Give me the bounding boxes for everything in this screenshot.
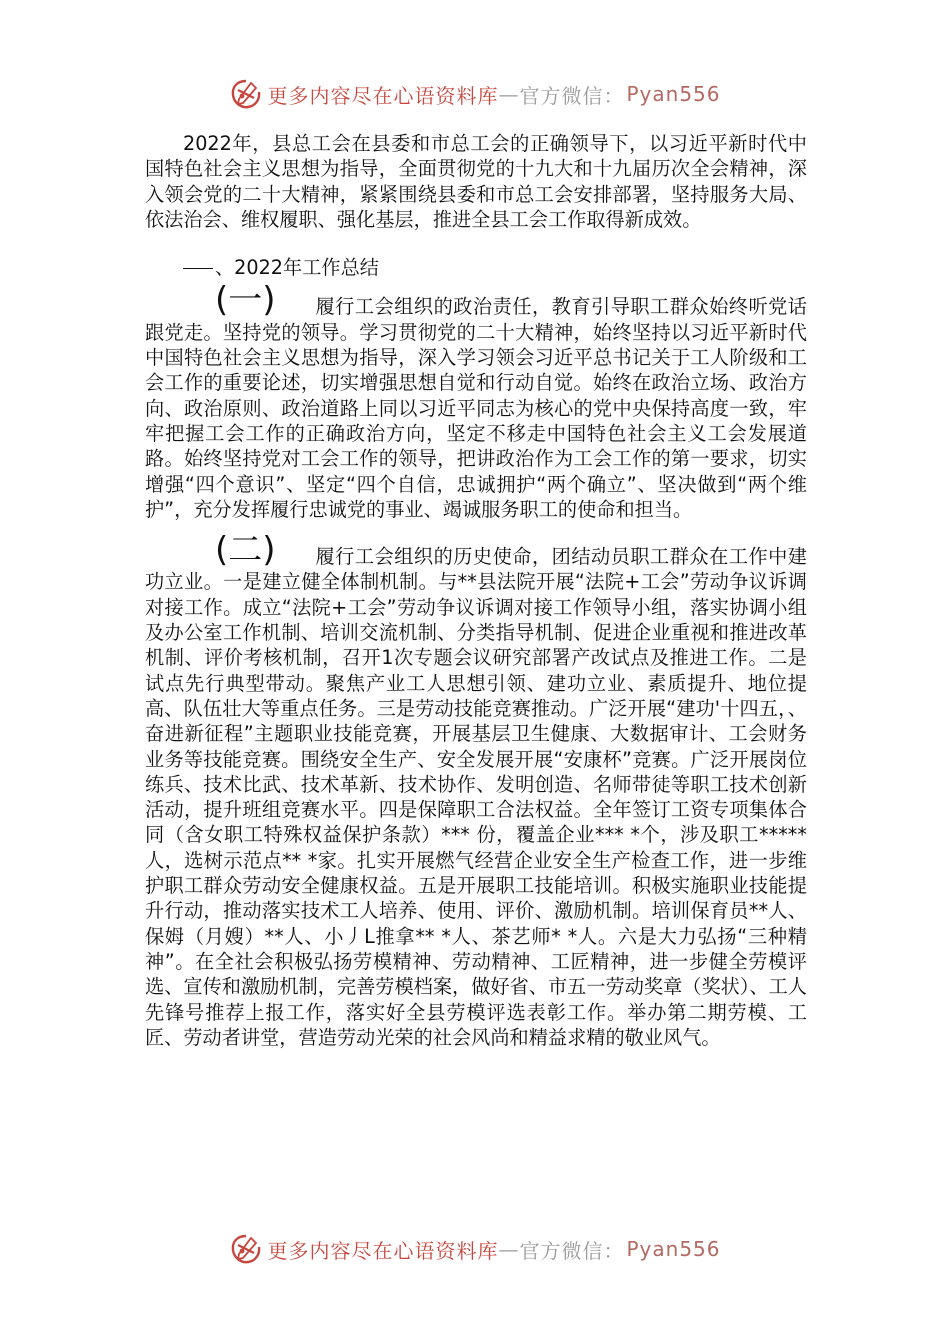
watermark-main-text: 更多内容尽在心语资料库	[267, 83, 499, 108]
watermark-main-text: 更多内容尽在心语资料库	[267, 1238, 499, 1263]
watermark-contact-id: Pyan556	[626, 1237, 721, 1261]
section-number-1: (一)	[215, 280, 276, 321]
document-body	[145, 131, 807, 1050]
section-text-1: 履行工会组织的政治责任，教育引导职工群众始终听党话跟党走。坚持党的领导。学习贯彻党的二十大精神，始终坚持以习近平新时代中国特色社会主义思想为指导，深入学习领会习近平总书记关于工人阶级和工会工作的重要论述，切实增强思想自觉和行动自觉。始终在政治立场、政治方向、政治原则、政治道路上同以习近平同志为核心的党中央保持高度一致，牢牢把握工会工作的正确政治方向，坚定不移走中国特色社会主义工会发展道路。始终坚持党对工会工作的领导，把讲政治作为工会工作的第一要求，切实增强“四个意识”、坚定“四个自信，忠诚拥护“两个确立”、坚决做到“两个维护”，充分发挥履行忠诚党的事业、竭诚服务职工的使命和担当。	[145, 295, 807, 521]
section-number-2: (二)	[215, 530, 276, 571]
watermark-contact-label: 官方微信：	[519, 83, 625, 108]
watermark-separator: —	[498, 82, 520, 106]
section-paragraph-1	[145, 280, 807, 522]
watermark-footer	[0, 1229, 950, 1269]
watermark-contact-id: Pyan556	[626, 82, 721, 106]
heading-text: 、2022年工作总结	[215, 256, 379, 280]
watermark-contact-label: 官方微信：	[519, 1238, 625, 1263]
heading-dash	[183, 268, 213, 269]
logo-icon	[229, 1232, 263, 1266]
section-paragraph-2	[145, 530, 807, 1050]
intro-paragraph: 2022年，县总工会在县委和市总工会的正确领导下，以习近平新时代中国特色社会主义思想为指导，全面贯彻党的十九大和十九届历次全会精神，深入领会党的二十大精神，紧紧围绕县委和市总工会安排部署，坚持服务大局、依法治会、维权履职、强化基层，推进全县工会工作取得新成效。	[145, 132, 807, 231]
section-heading-1	[145, 255, 807, 280]
watermark-separator: —	[498, 1237, 520, 1261]
watermark-header	[0, 74, 950, 114]
logo-icon	[229, 77, 263, 111]
section-text-2: 履行工会组织的历史使命，团结动员职工群众在工作中建功立业。一是建立健全体制机制。与**县法院开展“法院+工会”劳动争议诉调对接工作。成立“法院+工会”劳动争议诉调对接工作领导小组，落实协调小组及办公室工作机制、培训交流机制、分类指导机制、促进企业重视和推进改革机制、评价考核机制，召开1次专题会议研究部署产改试点及推进工作。二是试点先行典型带动。聚焦产业工人思想引领、建功立业、素质提升、地位提高、队伍壮大等重点任务。三是劳动技能竞赛推动。广泛开展“建功'十四五，、奋进新征程”主题职业技能竞赛，开展基层卫生健康、大数据审计、工会财务业务等技能竞赛。围绕安全生产、安全发展开展“安康杯”竞赛。广泛开展岗位练兵、技术比武、技术革新、技术协作、发明创造、名师带徒等职工技术创新活动，提升班组竞赛水平。四是保障职工合法权益。全年签订工资专项集体合同（含女职工特殊权益保护条款）*** 份，覆盖企业*** *个，涉及职工***** 人，选树示范点** *家。扎实开展燃气经营企业安全生产检查工作，进一步维护职工群众劳动安全健康权益。五是开展职工技能培训。积极实施职业技能提升行动，推动落实技术工人培养、使用、评价、激励机制。培训保育员**人、保姆（月嫂）**人、小丿L推拿** *人、茶艺师* *人。六是大力弘扬“三种精神”。在全社会积极弘扬劳模精神、劳动精神、工匠精神，进一步健全劳模评选、宣传和激励机制，完善劳模档案，做好省、市五一劳动奖章（奖状）、工人先锋号推荐上报工作，落实好全县劳模评选表彰工作。举办第二期劳模、工匠、劳动者讲堂，营造劳动光荣的社会风尚和精益求精的敬业风气。	[145, 545, 807, 1049]
